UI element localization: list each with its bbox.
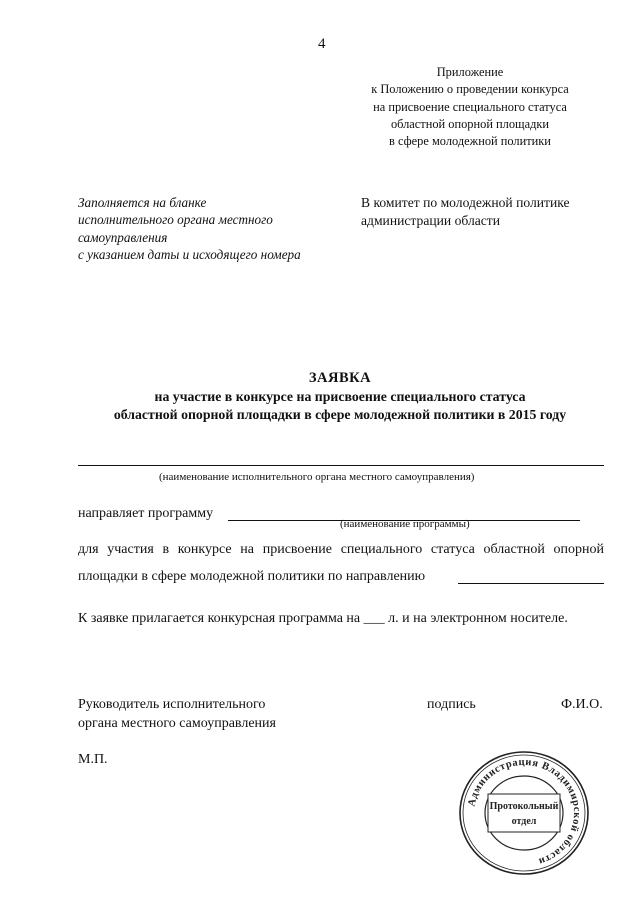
letterhead-note-line: самоуправления xyxy=(78,229,168,245)
org-name-caption: (наименование исполнительного органа местного самоуправления) xyxy=(159,471,475,483)
document-subtitle-line: на участие в конкурсе на присвоение специального статуса xyxy=(154,389,526,404)
letterhead-note-line: с указанием даты и исходящего номера xyxy=(78,246,301,262)
document-subtitle-line: областной опорной площадки в сфере молодежной политики в 2015 году xyxy=(113,407,567,422)
addressee-line: администрации области xyxy=(361,213,501,228)
direction-blank-line xyxy=(458,583,604,584)
stamp-inner-line2: отдел xyxy=(511,816,537,827)
participation-text-line2: площадки в сфере молодежной политики по направлению xyxy=(78,569,426,584)
appendix-line: областной опорной площадки xyxy=(390,116,550,131)
appendix-line: Приложение xyxy=(436,65,504,79)
letterhead-note-line: Заполняется на бланке xyxy=(78,195,207,210)
signature-label: подпись xyxy=(427,697,476,712)
head-title-line1: Руководитель исполнительного xyxy=(78,697,266,712)
page-number: 4 xyxy=(318,36,326,52)
addressee-line: В комитет по молодежной политике xyxy=(361,195,570,210)
head-title-line2: органа местного самоуправления xyxy=(78,716,276,731)
official-stamp xyxy=(456,748,592,878)
stamp-inner-line1: Протокольный xyxy=(489,801,559,812)
document-title: ЗАЯВКА xyxy=(308,370,372,386)
appendix-line: в сфере молодежной политики xyxy=(389,134,551,149)
letterhead-note xyxy=(78,194,301,263)
program-name-caption: (наименование программы) xyxy=(340,518,470,530)
fio-label: Ф.И.О. xyxy=(561,697,603,712)
seal-label: М.П. xyxy=(78,752,108,767)
appendix-line: к Положению о проведении конкурса xyxy=(371,82,569,97)
sends-program-text: направляет программу xyxy=(78,506,214,521)
appendix-header xyxy=(350,64,590,150)
appendix-line: на присвоение специального статуса xyxy=(373,99,567,114)
letterhead-note-line: исполнительного органа местного xyxy=(78,212,273,228)
attachment-text: К заявке прилагается конкурсная программа на ___ л. и на электронном носителе. xyxy=(78,611,568,626)
stamp-ring-text: Администрация Владимирской области xyxy=(466,756,583,867)
addressee xyxy=(361,194,570,230)
participation-text-line1: для участия в конкурсе на присвоение специального статуса областной опорной xyxy=(78,542,604,557)
org-name-blank-line xyxy=(78,465,604,466)
document-title-block xyxy=(60,368,620,424)
